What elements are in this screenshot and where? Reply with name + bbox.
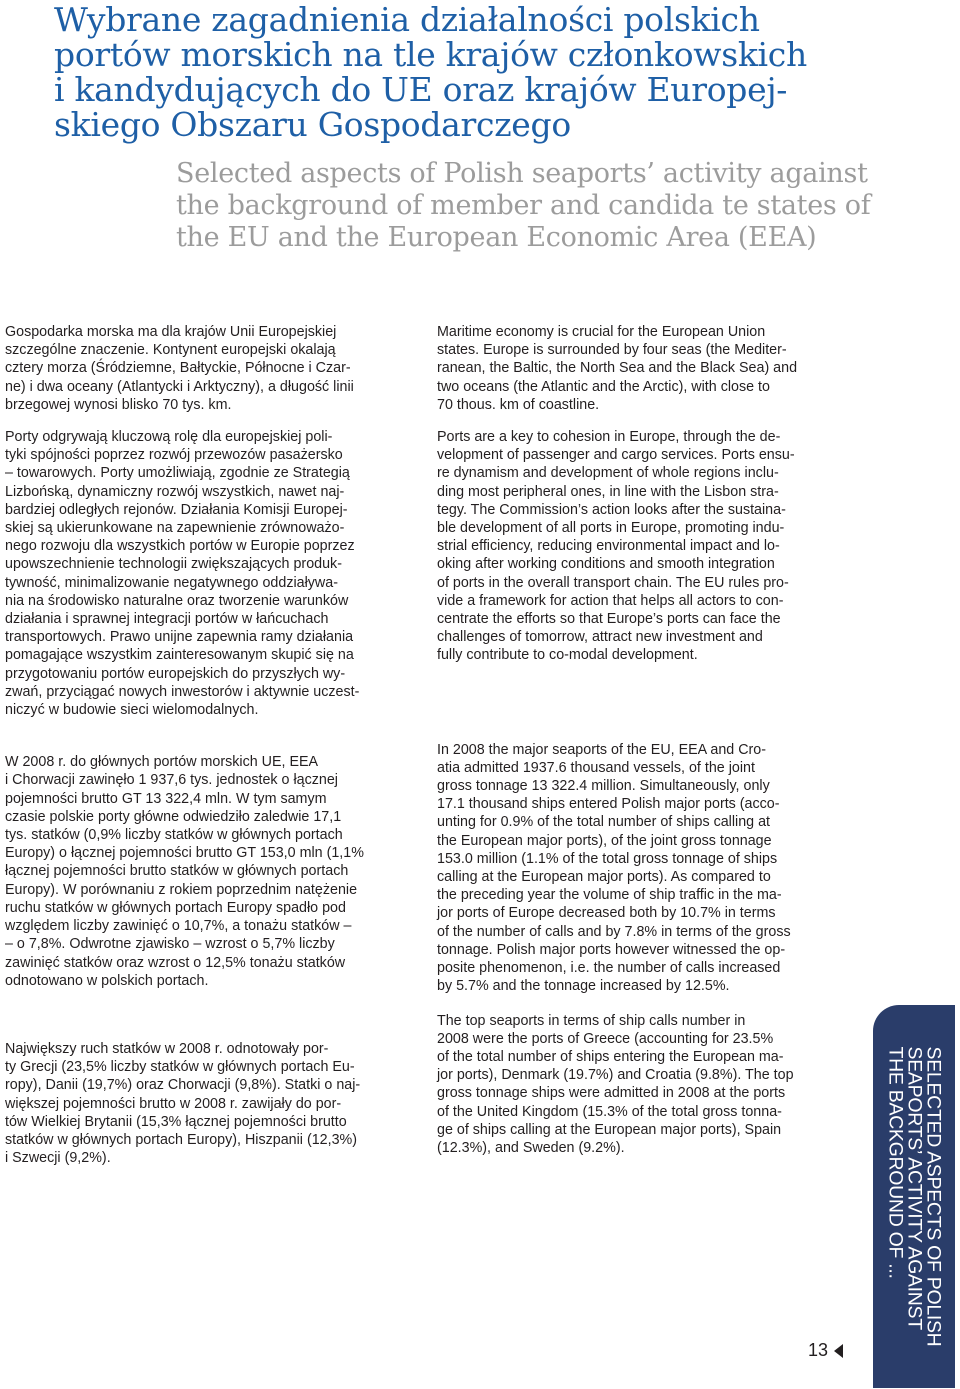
text-line: bardziej odległych rejonów. Działania Komisji Europej- xyxy=(5,501,348,518)
text-line: i Szwecji (9,2%). xyxy=(5,1150,111,1167)
text-line: strial efficiency, reducing environmental impact and lo- xyxy=(437,538,780,555)
paragraph xyxy=(5,323,413,414)
text-line: vide a framework for action that helps all actors to con- xyxy=(437,592,784,609)
title-pl-line: i kandydujących do UE oraz krajów Europej- xyxy=(54,70,788,109)
paragraph xyxy=(437,1012,845,1158)
text-line: tów Wielkiej Brytanii (15,3% łącznej pojemności brutto xyxy=(5,1113,347,1130)
text-line: ruchu statków w głównych portach Europy spadło pod xyxy=(5,899,346,916)
text-line: statków w głównych portach Europy), Hiszpanii (12,3%) xyxy=(5,1131,358,1148)
text-line: zawinięć statków oraz wzrost o 12,5% tonażu statków xyxy=(5,954,346,971)
text-line: upowszechnienie technologii zwiększających produk- xyxy=(5,556,342,573)
paragraph xyxy=(5,753,413,990)
side-tab-line: THE BACKGROUND OF ... xyxy=(884,1046,907,1279)
text-line: gross tonnage ships were admitted in 2008 at the ports xyxy=(437,1085,786,1102)
polish-text-column xyxy=(5,323,413,1167)
text-line: Największy ruch statków w 2008 r. odnotowały por- xyxy=(5,1040,329,1057)
text-line: – o 7,8%. Odwrotne zjawisko – wzrost o 5,7% liczby xyxy=(5,936,335,953)
text-line: atia admitted 1937.6 thousand vessels, of the joint xyxy=(437,759,755,776)
text-line: Europy) o łącznej pojemności brutto GT 153,0 mln (1,1% xyxy=(5,845,364,862)
text-line: tys. statków (0,9% liczby statków w głównych portach xyxy=(5,827,343,844)
text-line: The top seaports in terms of ship calls number in xyxy=(437,1012,746,1029)
text-line: ranean, the Baltic, the North Sea and the Black Sea) and xyxy=(437,360,798,377)
text-line: oking after working conditions and smooth integration xyxy=(437,556,775,573)
paragraph xyxy=(437,741,845,996)
triangle-left-icon xyxy=(834,1344,843,1358)
text-line: 70 thous. km of coastline. xyxy=(437,396,600,413)
text-line: of ports in the overall transport chain. The EU rules pro- xyxy=(437,574,789,591)
page-title-polish xyxy=(54,2,874,142)
text-line: niczyć w budowie sieci wielomodalnych. xyxy=(5,702,259,719)
text-line: Gospodarka morska ma dla krajów Unii Europejskiej xyxy=(5,324,337,340)
page-title-english xyxy=(176,158,896,254)
text-line: by 5.7% and the tonnage increased by 12.5%. xyxy=(437,978,730,995)
text-line: challenges of tomorrow, attract new investment and xyxy=(437,629,763,646)
paragraph xyxy=(437,323,845,414)
text-line: ge of ships calling at the European major ports), Spain xyxy=(437,1121,782,1138)
text-line: względem liczby zawinięć o 10,7%, a tonażu statków – xyxy=(5,918,352,935)
text-line: ding most peripheral ones, in line with the Lisbon stra- xyxy=(437,483,779,500)
text-line: jor ports), Denmark (19.7%) and Croatia (9.8%). The top xyxy=(437,1067,794,1084)
text-line: zwań, przyciągać nowych inwestorów i aktywnie uczest- xyxy=(5,683,360,700)
text-line: działania i sprawnej integracji portów w łańcuchach xyxy=(5,611,329,628)
paragraph xyxy=(5,1040,413,1167)
text-line: In 2008 the major seaports of the EU, EEA and Cro- xyxy=(437,741,767,758)
text-line: calling at the European major ports). As compared to xyxy=(437,869,771,886)
text-line: Lizbońską, dynamiczny rozwój wszystkich, nawet naj- xyxy=(5,483,345,500)
text-line: brzegowej wynosi blisko 70 tys. km. xyxy=(5,396,232,413)
text-line: i Chorwacji zawinęło 1 937,6 tys. jednostek o łącznej xyxy=(5,772,338,789)
text-line: re dynamism and development of whole regions inclu- xyxy=(437,465,779,482)
text-line: przygotowaniu portów europejskich do przyszłych wy- xyxy=(5,665,346,682)
text-line: czasie polskie porty główne odwiedziło zaledwie 17,1 xyxy=(5,808,342,825)
text-line: of the total number of ships entering the European ma- xyxy=(437,1048,784,1065)
side-tab-line: SEAPORTS’ ACTIVITY AGAINST xyxy=(903,1046,926,1330)
text-line: posite phenomenon, i.e. the number of calls increased xyxy=(437,960,781,977)
text-line: of the United Kingdom (15.3% of the total gross tonna- xyxy=(437,1103,782,1120)
text-line: Europy). W porównaniu z rokiem poprzednim natężenie xyxy=(5,881,358,898)
text-line: the preceding year the volume of ship traffic in the ma- xyxy=(437,887,782,904)
text-line: gross tonnage 13 322.4 million. Simultaneously, only xyxy=(437,778,770,795)
text-line: 2008 were the ports of Greece (accounting for 23.5% xyxy=(437,1030,774,1047)
title-en-line: Selected aspects of Polish seaports’ activity against xyxy=(176,158,868,189)
title-en-line: the background of member and candida te states of xyxy=(176,190,871,221)
title-pl-line: Wybrane zagadnienia działalności polskich xyxy=(54,0,760,39)
paragraph xyxy=(5,428,413,719)
text-line: Porty odgrywają kluczową rolę dla europejskiej poli- xyxy=(5,429,333,446)
text-line: centrate the efforts so that Europe’s ports can face the xyxy=(437,611,781,628)
title-pl-line: portów morskich na tle krajów członkowskich xyxy=(54,35,807,74)
text-line: fully contribute to co-modal development. xyxy=(437,647,698,664)
text-line: states. Europe is surrounded by four seas (the Mediter- xyxy=(437,342,787,359)
paragraph xyxy=(437,428,845,665)
side-tab-line: SELECTED ASPECTS OF POLISH xyxy=(922,1046,945,1347)
text-line: 153.0 million (1.1% of the total gross tonnage of ships xyxy=(437,850,778,867)
text-line: ropy), Danii (19,7%) oraz Chorwacji (9,8%). Statki o naj- xyxy=(5,1077,361,1094)
text-line: two oceans (the Atlantic and the Arctic), with close to xyxy=(437,378,770,395)
text-line: Maritime economy is crucial for the European Union xyxy=(437,324,766,340)
text-line: pomagające wszystkim zainteresowanym skupić się na xyxy=(5,647,354,664)
text-line: nego rozwoju dla wszystkich portów w Europie poprzez xyxy=(5,538,355,555)
page-number: 13 xyxy=(808,1340,829,1360)
text-line: odnotowano w polskich portach. xyxy=(5,972,209,989)
text-line: tyki spójności poprzez rozwój przewozów pasażersko xyxy=(5,447,343,464)
text-line: jor ports of Europe decreased both by 10.7% in terms xyxy=(437,905,776,922)
side-tab-label xyxy=(873,1005,955,1388)
text-line: the European major ports), of the joint gross tonnage xyxy=(437,832,772,849)
title-en-line: the EU and the European Economic Area (EEA) xyxy=(176,222,817,253)
text-line: tonnage. Polish major ports however witnessed the op- xyxy=(437,941,786,958)
text-line: tywność, minimalizowanie negatywnego oddziaływa- xyxy=(5,574,338,591)
text-line: – towarowych. Porty umożliwiają, zgodnie ze Strategią xyxy=(5,465,350,482)
english-text-column xyxy=(437,323,845,1157)
text-line: ble development of all ports in Europe, promoting indu- xyxy=(437,520,785,537)
text-line: W 2008 r. do głównych portów morskich UE, EEA xyxy=(5,754,319,771)
text-line: velopment of passenger and cargo services. Ports ensu- xyxy=(437,447,795,464)
text-line: szczególne znaczenie. Kontynent europejski okalają xyxy=(5,342,336,359)
text-line: większej pojemności brutto w 2008 r. zawijały do por- xyxy=(5,1095,342,1112)
text-line: of the number of calls and by 7.8% in terms of the gross xyxy=(437,923,791,940)
title-pl-line: skiego Obszaru Gospodarczego xyxy=(54,105,571,144)
text-line: pojemności brutto GT 13 322,4 mln. W tym samym xyxy=(5,790,327,807)
text-line: (12.3%), and Sweden (9.2%). xyxy=(437,1139,625,1156)
text-line: cztery morza (Śródziemne, Bałtyckie, Północne i Czar- xyxy=(5,360,351,377)
text-line: skiej są ukierunkowane na zapewnienie zrównoważo- xyxy=(5,520,345,537)
text-line: Ports are a key to cohesion in Europe, through the de- xyxy=(437,429,781,446)
text-line: ty Grecji (23,5% liczby statków w głównych portach Eu- xyxy=(5,1059,355,1076)
text-line: łącznej pojemności brutto statków w głównych portach xyxy=(5,863,349,880)
text-line: tegy. The Commission’s action looks after the sustaina- xyxy=(437,501,786,518)
text-line: ne) i dwa oceany (Atlantycki i Arktyczny), a długość linii xyxy=(5,378,354,395)
text-line: transportowych. Prawo unijne zapewnia ramy działania xyxy=(5,629,354,646)
text-line: 17.1 thousand ships entered Polish major ports (acco- xyxy=(437,796,780,813)
text-line: nia na środowisko naturalne oraz tworzenie warunków xyxy=(5,592,349,609)
text-line: unting for 0.9% of the total number of ships calling at xyxy=(437,814,770,831)
